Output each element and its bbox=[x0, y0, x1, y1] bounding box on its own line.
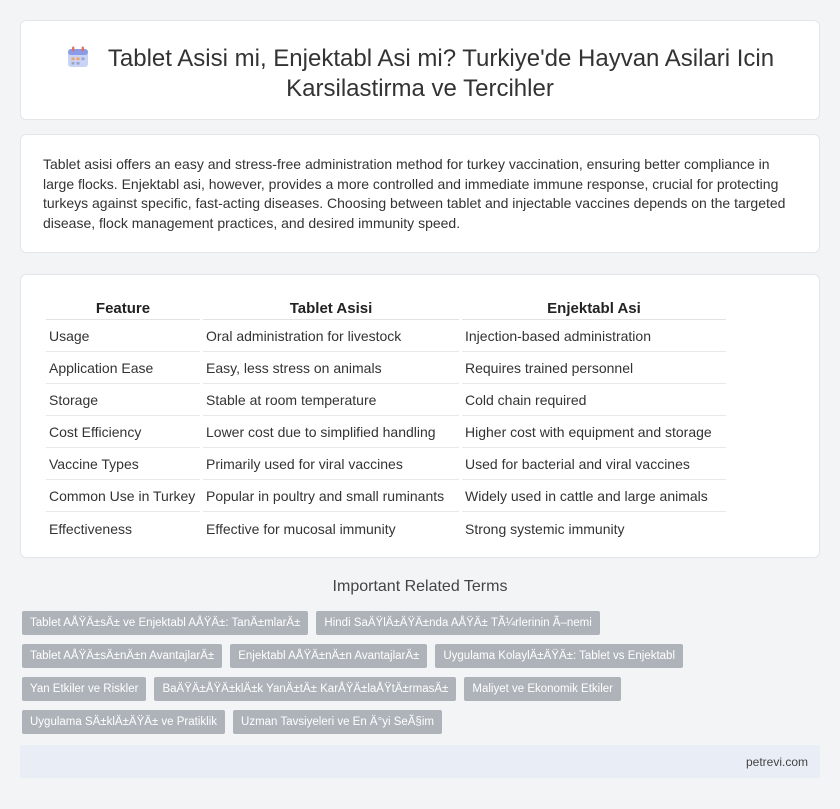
footer bbox=[20, 745, 820, 778]
table-cell: Oral administration for livestock bbox=[203, 321, 459, 352]
table-row bbox=[46, 513, 726, 544]
table-header-row bbox=[46, 296, 726, 320]
table-cell: Popular in poultry and small ruminants bbox=[203, 481, 459, 512]
related-term-tag[interactable]: Hindi SaÄŸlÄ±ÄŸÄ±nda AÅŸÄ± TÃ¼rlerinin Ã–nemi bbox=[316, 611, 599, 635]
related-terms-title: Important Related Terms bbox=[332, 578, 508, 595]
table-cell: Storage bbox=[46, 385, 200, 416]
table-cell: Stable at room temperature bbox=[203, 385, 459, 416]
intro-card bbox=[20, 134, 820, 253]
table-cell: Effective for mucosal immunity bbox=[206, 520, 396, 537]
header-injectable: Enjektabl Asi bbox=[462, 296, 726, 320]
table-cell: Cost Efficiency bbox=[46, 417, 200, 448]
related-term-tag[interactable]: BaÄŸÄ±ÅŸÄ±klÄ±k YanÄ±tÄ± KarÅŸÄ±laÅŸtÄ±rmasÄ± bbox=[154, 677, 456, 701]
header-feature: Feature bbox=[46, 296, 200, 320]
table-cell: Higher cost with equipment and storage bbox=[462, 417, 726, 448]
table-cell: Strong systemic immunity bbox=[465, 520, 625, 537]
footer-site-link[interactable]: petrevi.com bbox=[745, 755, 808, 769]
table-cell: Easy, less stress on animals bbox=[203, 353, 459, 384]
table-row bbox=[46, 417, 726, 448]
table-row bbox=[46, 353, 726, 384]
table-cell: Vaccine Types bbox=[46, 449, 200, 480]
table-cell: Injection-based administration bbox=[462, 321, 726, 352]
table-cell: Effectiveness bbox=[49, 520, 133, 537]
intro-paragraph: Tablet asisi offers an easy and stress-free administration method for turkey vaccination, ensuring better compliance in large flocks. Enjektabl asi, however, provides a more controlled and immediate immune response, crucial for protecting turkeys against specific, fast-acting diseases. Choosing between tablet and injectable vaccines depends on the targeted disease, flock management practices, and desired immunity speed. bbox=[43, 156, 786, 231]
page-title bbox=[21, 44, 819, 104]
table-cell: Widely used in cattle and large animals bbox=[462, 481, 726, 512]
table-cell: Requires trained personnel bbox=[462, 353, 726, 384]
related-term-tag[interactable]: Yan Etkiler ve Riskler bbox=[22, 677, 146, 701]
table-cell: Application Ease bbox=[46, 353, 200, 384]
header-tablet: Tablet Asisi bbox=[203, 296, 459, 320]
table-row bbox=[46, 385, 726, 416]
table-cell: Cold chain required bbox=[462, 385, 726, 416]
table-cell: Usage bbox=[46, 321, 200, 352]
table-row bbox=[46, 449, 726, 480]
calendar-icon bbox=[66, 45, 90, 69]
title-card bbox=[20, 20, 820, 120]
related-term-tag[interactable]: Maliyet ve Ekonomik Etkiler bbox=[464, 677, 621, 701]
related-term-tag[interactable]: Tablet AÅŸÄ±sÄ±nÄ±n AvantajlarÄ± bbox=[22, 644, 222, 668]
related-term-tag[interactable]: Uzman Tavsiyeleri ve En Ä°yi SeÃ§im bbox=[233, 710, 442, 734]
related-term-tag[interactable]: Uygulama KolaylÄ±ÄŸÄ±: Tablet vs Enjektabl bbox=[435, 644, 683, 668]
table-cell: Primarily used for viral vaccines bbox=[203, 449, 459, 480]
related-terms-list bbox=[22, 611, 802, 743]
table-cell: Common Use in Turkey bbox=[46, 481, 200, 512]
table-row bbox=[46, 321, 726, 352]
related-term-tag[interactable]: Uygulama SÄ±klÄ±ÄŸÄ± ve Pratiklik bbox=[22, 710, 225, 734]
related-term-tag[interactable]: Tablet AÅŸÄ±sÄ± ve Enjektabl AÅŸÄ±: TanÄ±mlarÄ± bbox=[22, 611, 308, 635]
related-term-tag[interactable]: Enjektabl AÅŸÄ±nÄ±n AvantajlarÄ± bbox=[230, 644, 427, 668]
table-cell: Lower cost due to simplified handling bbox=[203, 417, 459, 448]
comparison-table bbox=[43, 295, 729, 545]
comparison-card bbox=[20, 274, 820, 558]
table-row bbox=[46, 481, 726, 512]
table-cell: Used for bacterial and viral vaccines bbox=[462, 449, 726, 480]
page-title-text: Tablet Asisi mi, Enjektabl Asi mi? Turkiye'de Hayvan Asilari Icin Karsilastirma ve Tercihler bbox=[107, 45, 775, 102]
